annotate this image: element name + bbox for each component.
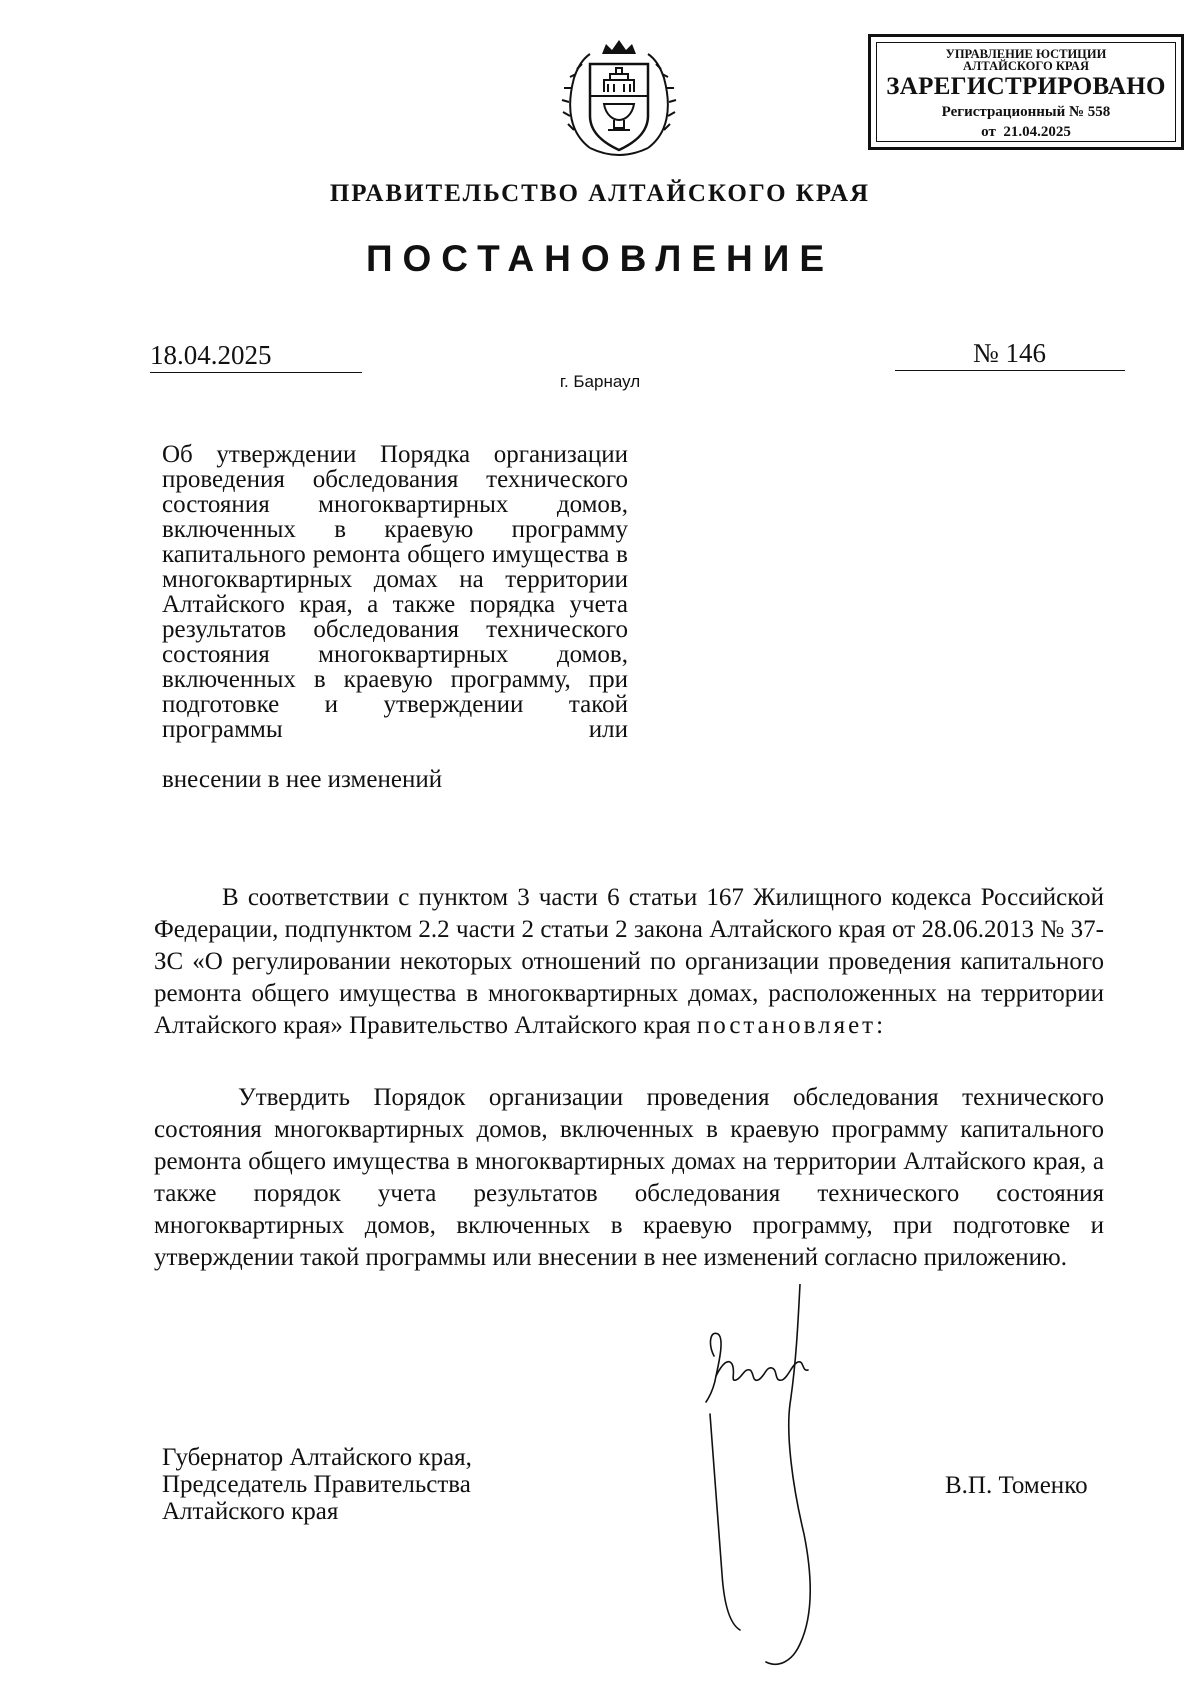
document-subject: Об утверждении Порядка организации проведения обследования технического состояния многоквартирных домов, включенных в краевую программу капитального ремонта общего имущества в многоквартирных домах на территории Алтайского края, а также порядка учета результатов обследования технического состояния многоквартирных домов, включенных в краевую программу, при подготовке и утверждении такой программы или	[162, 441, 628, 743]
handwritten-signature	[700, 1284, 840, 1674]
document-type: ПОСТАНОВЛЕНИЕ	[365, 238, 835, 279]
stamp-region: АЛТАЙСКОГО КРАЯ	[963, 59, 1089, 73]
signer-position-line: Алтайского края	[162, 1498, 339, 1525]
stamp-status: ЗАРЕГИСТРИРОВАНО	[886, 73, 1166, 100]
stamp-authority: УПРАВЛЕНИЕ ЮСТИЦИИ	[945, 47, 1107, 61]
document-date	[150, 338, 362, 373]
stamp-reg-date: от 21.04.2025	[981, 124, 1071, 140]
document-date-value: 18.04.2025	[150, 340, 272, 370]
government-title: ПРАВИТЕЛЬСТВО АЛТАЙСКОГО КРАЯ	[329, 180, 871, 207]
coat-of-arms-icon	[560, 38, 678, 164]
stamp-reg-number: Регистрационный № 558	[941, 104, 1111, 120]
decree-paragraph: Утвердить Порядок организации проведения обследования технического состояния многоквартирных домов, включенных в краевую программу капитального ремонта общего имущества в многоквартирных домах на территории Алтайского края, а также порядок учета результатов обследования технического состояния многоквартирных домов, включенных в краевую программу, при подготовке и утверждении такой программы или внесении в нее изменений согласно приложению.	[154, 1084, 1104, 1271]
document-number	[895, 336, 1125, 371]
document-subject-last-line: внесении в нее изменений	[162, 766, 443, 793]
preamble-paragraph	[154, 882, 1104, 1042]
decree-word: постановляет:	[696, 1012, 887, 1039]
signer-position-line: Председатель Правительства	[162, 1471, 471, 1498]
signer-position-line: Губернатор Алтайского края,	[162, 1444, 472, 1471]
registration-stamp	[868, 34, 1184, 150]
city: г. Барнаул	[559, 372, 641, 391]
preamble-text: В соответствии с пунктом 3 части 6 статьи 167 Жилищного кодекса Российской Федерации, подпунктом 2.2 части 2 статьи 2 закона Алтайского края от 28.06.2013 № 37-ЗС «О регулировании некоторых отношений по организации проведения капитального ремонта общего имущества в многоквартирных домах, расположенных на территории Алтайского края» Правительство Алтайского края	[154, 884, 1104, 1039]
document-number-value: № 146	[973, 338, 1047, 368]
signer-position	[162, 1444, 472, 1525]
signer-name: В.П. Томенко	[945, 1472, 1088, 1499]
